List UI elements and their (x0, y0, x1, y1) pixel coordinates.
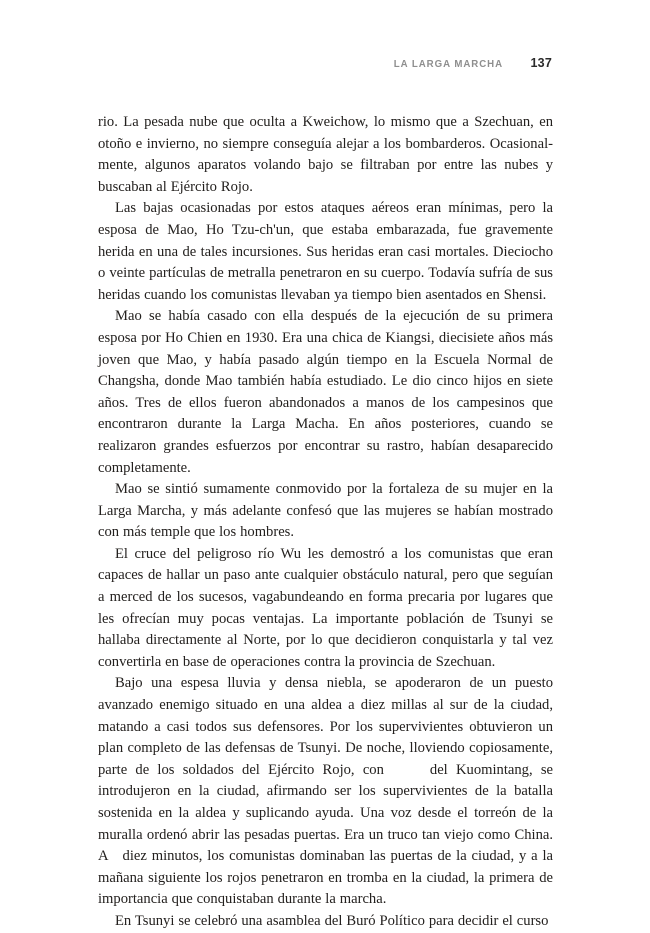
page-number: 137 (530, 56, 552, 70)
running-header-book-title: LA LARGA MARCHA (393, 58, 504, 70)
paragraph: En Tsunyi se celebró una asamblea del Buró Político para decidir el curso (115, 912, 549, 929)
body-text-block (98, 112, 553, 933)
paragraph: Mao se sintió sumamente conmovido por la fortaleza de su mujer en la Larga Marcha, y más adelante confesó que las mujeres se habían mostrado con más temple que los hombres. (98, 481, 553, 541)
paragraph: Mao se había casado con ella después de la ejecución de su primera esposa por Ho Chien en 1930. Era una chica de Kiangsi, diecisiete años más joven que Mao, y había pasado algún tiempo en la Escuela Normal de Changsha, donde Mao también había estudiado. Le dio cinco hijos en siete años. Tres de ellos fueron abandonados a manos de los campesinos que encontraron durante la Larga Macha. En años posteriores, cuando se realizaron grandes esfuerzos por encontrar su rastro, habían desaparecido completamente. (98, 308, 553, 476)
running-header (98, 56, 552, 74)
paragraph: Bajo una espesa lluvia y densa niebla, se apoderaron de un puesto avanzado enemigo situado en una aldea a diez millas al sur de la ciudad, matando a casi todos sus defensores. Por los supervivientes obtuvieron un plan completo de las defensas de Tsunyi. De noche, lloviendo copiosamente, parte de los soldados del Ejército Rojo, con del Kuomintang, se introdujeron en la ciudad, afirmando ser los supervivientes de la batalla sostenida en la aldea y suplicando ayuda. Una voz desde el torreón de la muralla ordenó abrir las pesadas puertas. Era un truco tan viejo como China. A diez minutos, los comunistas dominaban las puertas de la ciudad, y a la mañana siguiente los rojos penetraron en tromba en la ciudad, la primera de importancia que conquistaban durante la marcha. (98, 675, 553, 908)
paragraph: Las bajas ocasionadas por estos ataques aéreos eran mínimas, pero la esposa de Mao, Ho Tzu-ch'un, que estaba embarazada, fue gravemente herida en una de tales incursiones. Sus heridas eran casi mortales. Dieciocho o veinte partículas de metralla penetraron en su cuerpo. Todavía sufría de sus heridas cuando los comunistas llevaban ya tiempo bien asentados en Shensi. (98, 200, 553, 303)
paragraph: rio. La pesada nube que oculta a Kweichow, lo mismo que a Szechuan, en otoño e invierno, no siempre conseguía alejar a los bombarderos. Ocasionalmente, algunos aparatos volando bajo se filtraban por entre las nubes y buscaban al Ejército Rojo. (98, 114, 553, 195)
paragraph: El cruce del peligroso río Wu les demostró a los comunistas que eran capaces de hallar un paso ante cualquier obstáculo natural, pero que seguían a merced de los sucesos, vagabundeando en forma precaria por lugares que les ofrecían muy pocas ventajas. La importante población de Tsunyi se hallaba directamente al Norte, por lo que decidieron conquistarla y tal vez convertirla en base de operaciones contra la provincia de Szechuan. (98, 545, 553, 670)
